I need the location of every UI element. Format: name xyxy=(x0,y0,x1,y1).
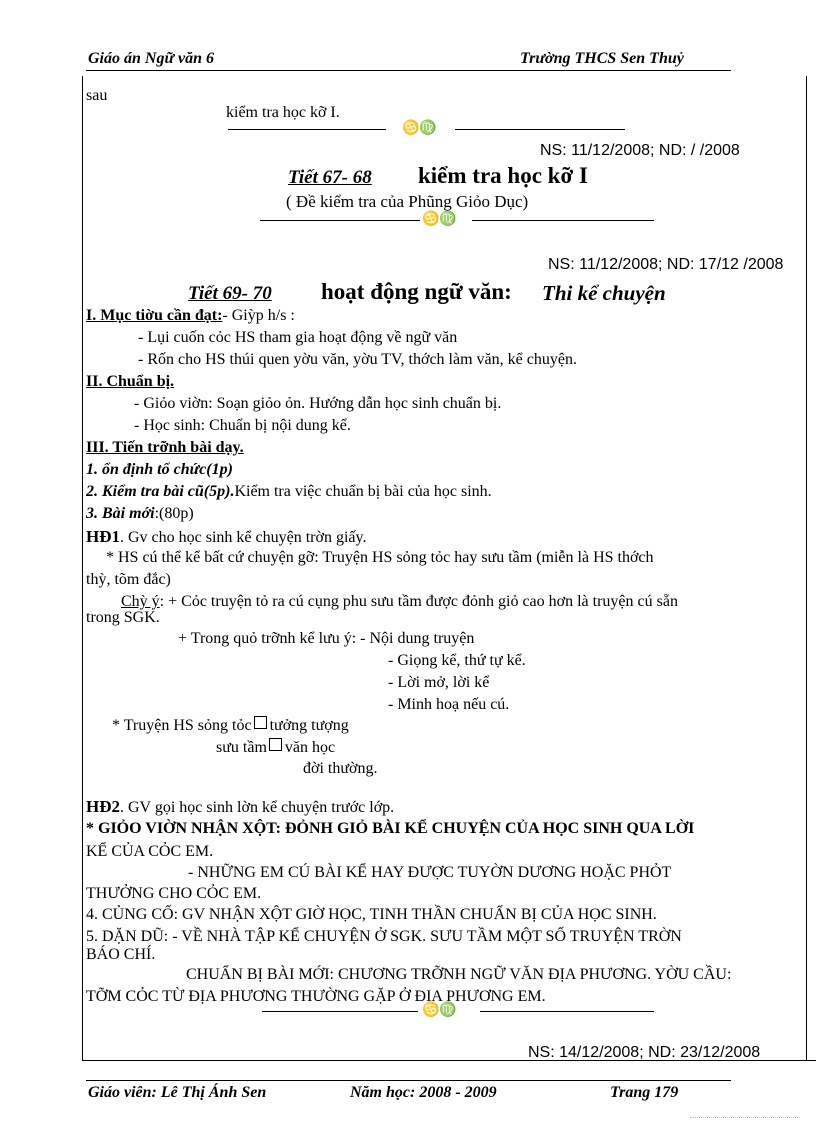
header-left: Giáo án Ngữ văn 6 xyxy=(88,50,215,67)
text-line: - Lụi cuốn cỏc HS tham gia hoạt động về ngữ văn xyxy=(138,329,458,346)
divider-rule xyxy=(262,1011,418,1012)
text-line: - Rốn cho HS thúi quen yờu văn, yờu TV, thớch làm văn, kể chuyện. xyxy=(138,351,577,368)
ornament-icon: ♋♍ xyxy=(422,212,457,227)
text-line: . GV gọi học sinh lờn kể chuyện trước lớp. xyxy=(120,799,395,816)
lesson-title-1: kiểm tra học kỡ I xyxy=(418,163,588,188)
text-line: - NHỮNG EM CÚ BÀI KỂ HAY ĐƯỢC TUYỜN DƯƠNG HOẶC PHỎT xyxy=(188,864,672,881)
divider-rule xyxy=(260,220,420,221)
frame-right xyxy=(806,76,807,1060)
step-heading-3: 3. Bài mới xyxy=(86,505,155,522)
text-line: 5. DẶN DŨ: - VỀ NHÀ TẬP KỂ CHUYỆN Ở SGK. SƯU TẦM MỘT SỐ TRUYỆN TRỜN xyxy=(86,928,682,945)
text-line: * GIỎO VIỜN NHẬN XỘT: ĐỎNH GIỎ BÀI KỂ CHUYỆN CỦA HỌC SINH QUA LỜI xyxy=(86,820,695,837)
text-line: KỂ CỦA CỎC EM. xyxy=(86,843,214,860)
text-line: : + Cỏc truyện tỏ ra cú cụng phu sưu tầm được đỏnh giỏ cao hơn là truyện cú sẵn xyxy=(159,593,678,610)
text-line: Kiểm tra việc chuẩn bị bài của học sinh. xyxy=(234,483,492,500)
text-line: + Trong quỏ trỡnh kể lưu ý: - Nội dung truyện xyxy=(178,630,475,647)
text-line: - Giỳp h/s : xyxy=(222,307,295,324)
text-line: tưởng tượng xyxy=(269,717,349,734)
activity-heading-2: HĐ2 xyxy=(86,797,120,816)
text-line: trong SGK. xyxy=(86,609,160,626)
text-line: sưu tầm xyxy=(216,739,267,756)
header-right: Trường THCS Sen Thuỷ xyxy=(520,50,684,67)
date-ns-nd-3: NS: 14/12/2008; ND: 23/12/2008 xyxy=(528,1044,761,1061)
text-line-sau: sau xyxy=(86,87,108,104)
text-line: đời thường. xyxy=(303,760,378,777)
divider-rule xyxy=(228,129,386,130)
square-box-icon xyxy=(254,716,267,729)
text-line: - Học sinh: Chuẩn bị nội dung kể. xyxy=(134,417,351,434)
ornament-icon: ♋♍ xyxy=(402,121,437,136)
activity-heading-1: HĐ1 xyxy=(86,527,120,546)
text-line: 4. CỦNG CỐ: GV NHẬN XỘT GIỜ HỌC, TINH THẦN CHUẨN BỊ CỦA HỌC SINH. xyxy=(86,906,657,923)
lesson-title-code-1: Tiết 67- 68 xyxy=(288,167,372,188)
footer-rule xyxy=(86,1080,731,1081)
footer-teacher: Giáo viên: Lê Thị Ánh Sen xyxy=(88,1084,267,1101)
text-line: - Giọng kể, thứ tự kể. xyxy=(388,652,526,669)
section-heading-preparation: II. Chuẩn bị. xyxy=(86,373,175,390)
note-label: Chỳ ý xyxy=(121,593,160,610)
text-line: THƯỞNG CHO CỎC EM. xyxy=(86,885,262,902)
date-ns-nd-1: NS: 11/12/2008; ND: / /2008 xyxy=(540,142,740,159)
text-line-kiem-tra: kiểm tra học kỡ I. xyxy=(226,104,340,121)
section-heading-objectives: I. Mục tiờu cần đạt: xyxy=(86,307,223,324)
text-line: :(80p) xyxy=(154,505,194,522)
lesson-title-code-2: Tiết 69- 70 xyxy=(188,283,272,304)
footer-page-number: Trang 179 xyxy=(610,1084,679,1101)
text-line: * HS cú thể kể bất cứ chuyện gỡ: Truyện HS sỏng tỏc hay sưu tầm (miễn là HS thớch xyxy=(106,549,654,566)
divider-rule xyxy=(480,1011,654,1012)
text-line: . Gv cho học sinh kể chuyện trờn giấy. xyxy=(120,529,367,546)
text-line: - Giỏo viờn: Soạn giỏo ỏn. Hướng dẫn học sinh chuẩn bị. xyxy=(134,395,502,412)
text-line: - Minh hoạ nếu cú. xyxy=(388,696,510,713)
lesson-title-2-topic: Thi kể chuyện xyxy=(542,281,666,305)
lesson-subtitle-1: ( Đề kiểm tra của Phũng Giỏo Dục) xyxy=(286,192,529,211)
square-box-icon xyxy=(269,738,282,751)
frame-left xyxy=(82,76,83,1060)
section-heading-procedure: III. Tiến trỡnh bài dạy. xyxy=(86,439,244,456)
text-line: TỠM CỎC TỪ ĐỊA PHƯƠNG THƯỜNG GẶP Ở ĐỊA PHƯƠNG EM. xyxy=(86,988,546,1005)
ornament-icon: ♋♍ xyxy=(422,1003,457,1018)
footer-year: Năm học: 2008 - 2009 xyxy=(350,1084,497,1101)
header-rule xyxy=(86,70,731,71)
text-line: * Truyện HS sỏng tỏc xyxy=(112,717,252,734)
text-line: văn học xyxy=(284,739,336,756)
text-line: CHUẨN BỊ BÀI MỚI: CHƯƠNG TRỠNH NGỮ VĂN ĐỊA PHƯƠNG. YỜU CẦU: xyxy=(186,966,732,983)
text-line: thỳ, tõm đắc) xyxy=(86,571,171,588)
step-heading-1: 1. ổn định tổ chức(1p) xyxy=(86,461,233,478)
lesson-title-2: hoạt động ngữ văn: xyxy=(321,279,512,304)
text-line: - Lời mở, lời kể xyxy=(388,674,490,691)
step-heading-2: 2. Kiểm tra bài cũ(5p). xyxy=(86,483,235,500)
divider-rule xyxy=(455,129,625,130)
divider-rule xyxy=(472,220,654,221)
date-ns-nd-2: NS: 11/12/2008; ND: 17/12 /2008 xyxy=(548,256,784,273)
dotted-rule xyxy=(690,1117,800,1118)
text-line: BÁO CHÍ. xyxy=(86,946,156,963)
